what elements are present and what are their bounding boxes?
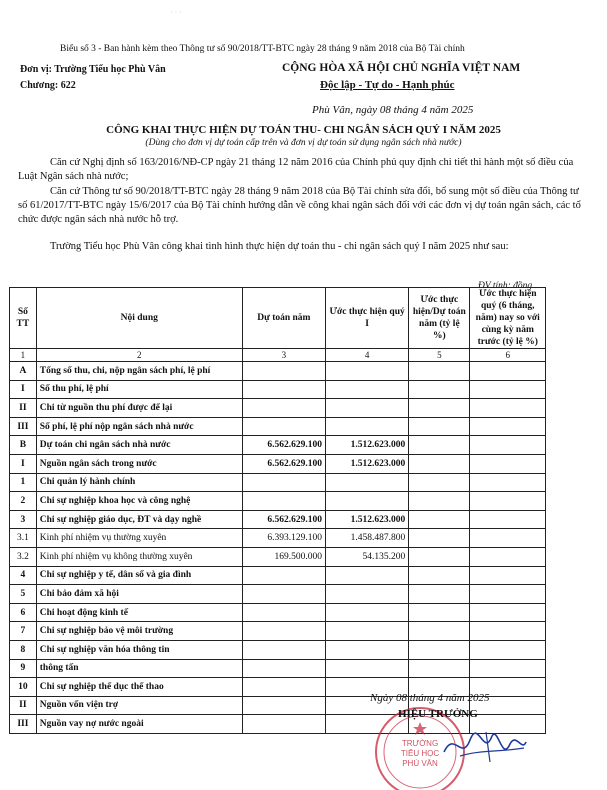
svg-text:PHÙ VÂN: PHÙ VÂN xyxy=(402,759,438,768)
column-number: 4 xyxy=(326,349,409,362)
column-number: 3 xyxy=(242,349,325,362)
table-row xyxy=(10,566,546,585)
row-stt: III xyxy=(10,715,37,734)
row-stt: 2 xyxy=(10,492,37,511)
row-estimate xyxy=(242,603,325,622)
row-yoy xyxy=(470,566,546,585)
row-stt: III xyxy=(10,417,37,436)
row-actual xyxy=(326,399,409,418)
row-actual: 1.512.623.000 xyxy=(326,436,409,455)
row-stt: 3.2 xyxy=(10,547,37,566)
row-stt: 3 xyxy=(10,510,37,529)
row-estimate xyxy=(242,678,325,697)
header-content: Nội dung xyxy=(36,288,242,349)
row-estimate xyxy=(242,640,325,659)
row-actual: 1.458.487.800 xyxy=(326,529,409,548)
row-ratio xyxy=(409,362,470,381)
header-ratio: Ước thực hiện/Dự toán năm (tỷ lệ %) xyxy=(409,288,470,349)
row-yoy xyxy=(470,436,546,455)
row-ratio xyxy=(409,417,470,436)
row-content: Chi hoạt động kinh tế xyxy=(36,603,242,622)
row-ratio xyxy=(409,473,470,492)
row-estimate xyxy=(242,696,325,715)
row-yoy xyxy=(470,417,546,436)
row-actual xyxy=(326,473,409,492)
page-title: CÔNG KHAI THỰC HIỆN DỰ TOÁN THU- CHI NGÂN SÁCH QUÝ I NĂM 2025 xyxy=(106,124,501,136)
row-stt: II xyxy=(10,399,37,418)
row-actual xyxy=(326,417,409,436)
row-actual xyxy=(326,566,409,585)
row-content: thông tấn xyxy=(36,659,242,678)
row-ratio xyxy=(409,492,470,511)
row-ratio xyxy=(409,659,470,678)
row-stt: 8 xyxy=(10,640,37,659)
row-ratio xyxy=(409,380,470,399)
table-row xyxy=(10,547,546,566)
row-content: Chi từ nguồn thu phí được để lại xyxy=(36,399,242,418)
row-yoy xyxy=(470,640,546,659)
row-yoy xyxy=(470,362,546,381)
row-yoy xyxy=(470,492,546,511)
table-row xyxy=(10,380,546,399)
row-content: Nguồn vốn viện trợ xyxy=(36,696,242,715)
header-yoy: Ước thực hiện quý (6 tháng, năm) nay so với cùng kỳ năm trước (tỷ lệ %) xyxy=(470,288,546,349)
row-estimate xyxy=(242,399,325,418)
row-estimate xyxy=(242,566,325,585)
row-stt: I xyxy=(10,454,37,473)
column-number: 1 xyxy=(10,349,37,362)
column-number: 6 xyxy=(470,349,546,362)
row-estimate xyxy=(242,492,325,511)
row-yoy xyxy=(470,454,546,473)
row-yoy xyxy=(470,659,546,678)
table-row xyxy=(10,417,546,436)
row-ratio xyxy=(409,547,470,566)
table-row xyxy=(10,454,546,473)
header-estimate: Dự toán năm xyxy=(242,288,325,349)
svg-text:TIỂU HỌC: TIỂU HỌC xyxy=(400,749,440,758)
row-actual xyxy=(326,380,409,399)
row-content: Chi sự nghiệp thể dục thể thao xyxy=(36,678,242,697)
svg-text:TRƯỜNG: TRƯỜNG xyxy=(401,739,439,748)
row-content: Kinh phí nhiệm vụ không thường xuyên xyxy=(36,547,242,566)
row-ratio xyxy=(409,399,470,418)
column-number-row xyxy=(10,349,546,362)
row-actual xyxy=(326,659,409,678)
row-actual xyxy=(326,362,409,381)
row-yoy xyxy=(470,510,546,529)
row-content: Chi bảo đảm xã hội xyxy=(36,585,242,604)
row-content: Chi sự nghiệp y tế, dân số và gia đình xyxy=(36,566,242,585)
table-row xyxy=(10,510,546,529)
row-actual xyxy=(326,585,409,604)
row-yoy xyxy=(470,473,546,492)
handwritten-signature xyxy=(440,722,530,772)
reference-note: Biểu số 3 - Ban hành kèm theo Thông tư số 90/2018/TT-BTC ngày 28 tháng 9 năm 2018 của Bộ Tài chính xyxy=(60,44,465,54)
table-row xyxy=(10,659,546,678)
row-yoy xyxy=(470,547,546,566)
row-stt: 7 xyxy=(10,622,37,641)
row-actual xyxy=(326,622,409,641)
unit-note: ĐV tính: đồng xyxy=(478,281,533,291)
row-yoy xyxy=(470,380,546,399)
row-actual xyxy=(326,640,409,659)
row-estimate xyxy=(242,362,325,381)
table-row xyxy=(10,585,546,604)
row-ratio xyxy=(409,529,470,548)
table-row xyxy=(10,622,546,641)
row-stt: 5 xyxy=(10,585,37,604)
row-content: Chi sự nghiệp văn hóa thông tin xyxy=(36,640,242,659)
row-ratio xyxy=(409,622,470,641)
row-stt: 6 xyxy=(10,603,37,622)
row-stt: II xyxy=(10,696,37,715)
row-content: Chi quản lý hành chính xyxy=(36,473,242,492)
row-stt: B xyxy=(10,436,37,455)
table-row xyxy=(10,492,546,511)
budget-table xyxy=(9,287,546,734)
row-ratio xyxy=(409,510,470,529)
row-estimate: 6.393.129.100 xyxy=(242,529,325,548)
row-estimate: 6.562.629.100 xyxy=(242,454,325,473)
row-estimate: 6.562.629.100 xyxy=(242,436,325,455)
row-estimate xyxy=(242,380,325,399)
row-actual: 54.135.200 xyxy=(326,547,409,566)
table-header-row xyxy=(10,288,546,349)
row-estimate: 6.562.629.100 xyxy=(242,510,325,529)
row-content: Số phí, lệ phí nộp ngân sách nhà nước xyxy=(36,417,242,436)
column-number: 2 xyxy=(36,349,242,362)
paragraph-decree: Căn cứ Nghị định số 163/2016/NĐ-CP ngày 21 tháng 12 năm 2016 của Chính phủ quy định chi tiết thi hành một số điều của Luật Ngân sách nhà nước; xyxy=(18,157,574,183)
row-content: Số thu phí, lệ phí xyxy=(36,380,242,399)
row-estimate xyxy=(242,715,325,734)
paragraph-circular: Căn cứ Thông tư số 90/2018/TT-BTC ngày 28 tháng 9 năm 2018 của Bộ Tài chính sửa đổi, bổ sung một số điều của Thông tư số 61/2017/TT-BTC ngày 15/6/2017 của Bộ Tài chính hướng dẫn về công khai ngân sách đối với các đơn vị dự toán ngân sách, các tổ chức được ngân sách nhà nước hỗ trợ. xyxy=(18,186,581,226)
row-estimate xyxy=(242,622,325,641)
row-yoy xyxy=(470,399,546,418)
column-number: 5 xyxy=(409,349,470,362)
paragraph-intro: Trường Tiểu học Phù Vân công khai tình hình thực hiện dự toán thu - chi ngân sách quý I năm 2025 như sau: xyxy=(50,241,509,252)
row-stt: 9 xyxy=(10,659,37,678)
row-estimate xyxy=(242,473,325,492)
row-content: Chi sự nghiệp bảo vệ môi trường xyxy=(36,622,242,641)
row-ratio xyxy=(409,436,470,455)
row-content: Nguồn ngân sách trong nước xyxy=(36,454,242,473)
header-smudge: · · · xyxy=(170,8,182,17)
row-estimate xyxy=(242,585,325,604)
row-stt: 4 xyxy=(10,566,37,585)
table-row xyxy=(10,603,546,622)
row-actual: 1.512.623.000 xyxy=(326,510,409,529)
row-actual xyxy=(326,603,409,622)
row-ratio xyxy=(409,603,470,622)
motto: Độc lập - Tự do - Hạnh phúc xyxy=(320,79,455,91)
row-estimate xyxy=(242,659,325,678)
row-ratio xyxy=(409,640,470,659)
row-ratio xyxy=(409,585,470,604)
row-yoy xyxy=(470,529,546,548)
row-content: Kinh phí nhiệm vụ thường xuyên xyxy=(36,529,242,548)
row-content: Dự toán chi ngân sách nhà nước xyxy=(36,436,242,455)
document-date: Phù Vân, ngày 08 tháng 4 năm 2025 xyxy=(312,104,474,116)
row-stt: 10 xyxy=(10,678,37,697)
signature-title: HIỆU TRƯỞNG xyxy=(398,708,478,720)
row-ratio xyxy=(409,454,470,473)
row-estimate xyxy=(242,417,325,436)
row-stt: A xyxy=(10,362,37,381)
signature-date: Ngày 08 tháng 4 năm 2025 xyxy=(370,692,490,704)
table-row xyxy=(10,473,546,492)
header-stt: Số TT xyxy=(10,288,37,349)
row-actual xyxy=(326,492,409,511)
row-ratio xyxy=(409,566,470,585)
table-row xyxy=(10,399,546,418)
row-content: Tổng số thu, chi, nộp ngân sách phí, lệ phí xyxy=(36,362,242,381)
table-row xyxy=(10,362,546,381)
row-actual: 1.512.623.000 xyxy=(326,454,409,473)
row-content: Chi sự nghiệp khoa học và công nghệ xyxy=(36,492,242,511)
page-subtitle: (Dùng cho đơn vị dự toán cấp trên và đơn vị dự toán sử dụng ngân sách nhà nước) xyxy=(145,138,462,148)
table-row xyxy=(10,436,546,455)
row-stt: I xyxy=(10,380,37,399)
nation-title: CỘNG HÒA XÃ HỘI CHỦ NGHĨA VIỆT NAM xyxy=(282,62,521,74)
row-yoy xyxy=(470,603,546,622)
table-row xyxy=(10,640,546,659)
header-actual: Ước thực hiện quý I xyxy=(326,288,409,349)
row-content: Nguồn vay nợ nước ngoài xyxy=(36,715,242,734)
row-stt: 1 xyxy=(10,473,37,492)
row-content: Chi sự nghiệp giáo dục, ĐT và dạy nghề xyxy=(36,510,242,529)
row-yoy xyxy=(470,585,546,604)
row-estimate: 169.500.000 xyxy=(242,547,325,566)
unit-name: Đơn vị: Trường Tiểu học Phù Vân xyxy=(20,64,166,75)
row-stt: 3.1 xyxy=(10,529,37,548)
chapter-code: Chương: 622 xyxy=(20,80,76,91)
row-yoy xyxy=(470,622,546,641)
table-row xyxy=(10,529,546,548)
